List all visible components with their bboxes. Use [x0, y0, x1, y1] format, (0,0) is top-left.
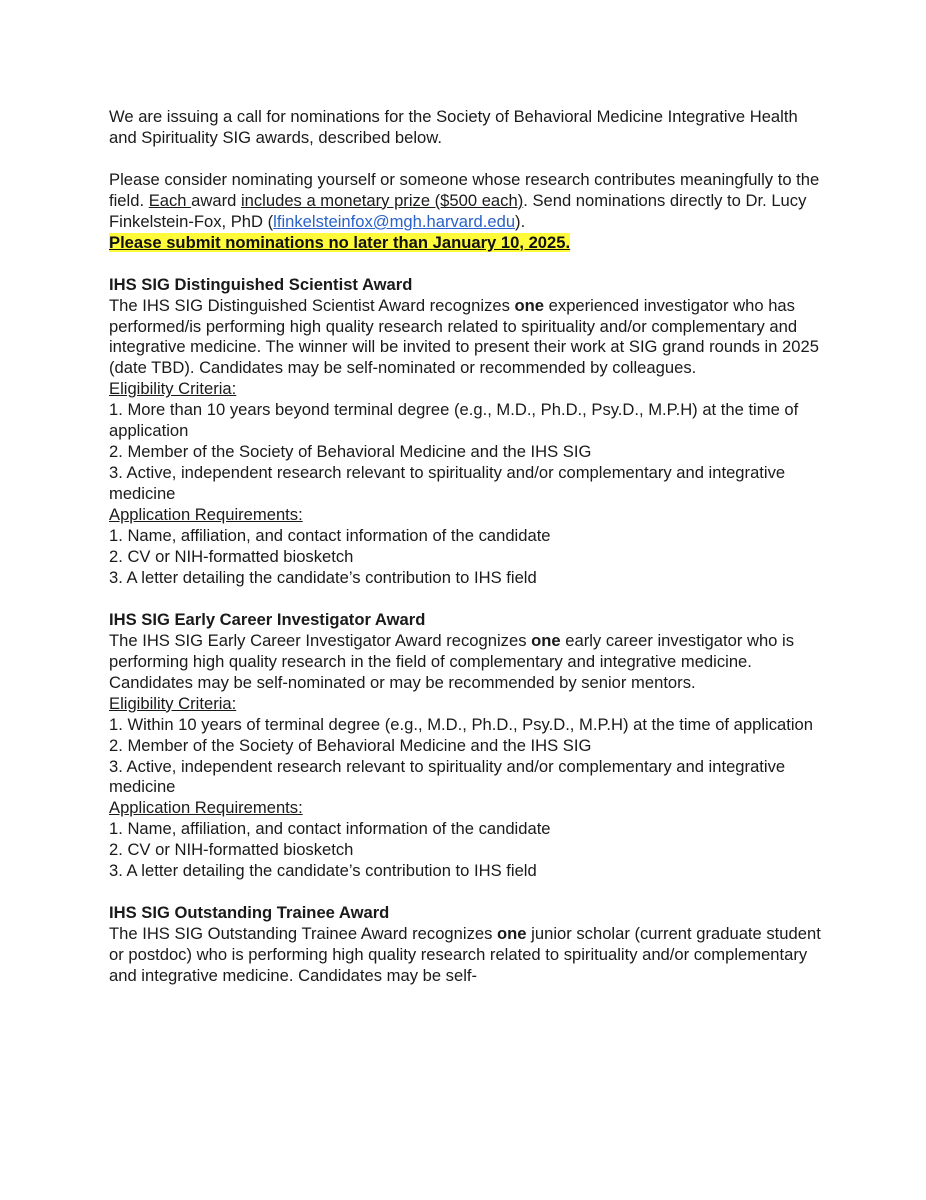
award-section-distinguished-scientist	[109, 275, 826, 589]
award-description: The IHS SIG Distinguished Scientist Award recognizes one experienced investigator who has performed/is performing high quality research related to spirituality and/or complementary and integrative medicine. The winner will be invited to present their work at SIG grand rounds in 2025 (date TBD). Candidates may be self-nominated or recommended by colleagues.	[109, 295, 819, 378]
eligibility-label: Eligibility Criteria:	[109, 693, 237, 713]
nomination-text: Please consider nominating yourself or someone whose research contributes meaningfully to the field.	[109, 169, 820, 210]
deadline-notice: Please submit nominations no later than January 10, 2025.	[109, 232, 571, 252]
award-text: award	[191, 190, 237, 210]
nomination-paragraph	[109, 170, 826, 254]
eligibility-label: Eligibility Criteria:	[109, 379, 237, 399]
award-title: IHS SIG Outstanding Trainee Award	[109, 903, 390, 923]
list-item: 2. CV or NIH-formatted biosketch	[109, 546, 354, 566]
list-item: 2. Member of the Society of Behavioral Medicine and the IHS SIG	[109, 735, 592, 755]
each-text: Each	[148, 190, 187, 210]
award-description: The IHS SIG Outstanding Trainee Award recognizes one junior scholar (current graduate student or postdoc) who is performing high quality research related to spirituality and/or complementary and integrative medicine. Candidates may be self-	[109, 924, 821, 986]
requirements-label: Application Requirements:	[109, 798, 303, 818]
award-section-early-career	[109, 610, 826, 882]
list-item: 1. Within 10 years of terminal degree (e.g., M.D., Ph.D., Psy.D., M.P.H) at the time of application	[109, 714, 813, 734]
award-title: IHS SIG Early Career Investigator Award	[109, 609, 426, 629]
intro-text: We are issuing a call for nominations for the Society of Behavioral Medicine Integrative Health and Spirituality SIG awards, described below.	[109, 107, 798, 147]
list-item: 3. Active, independent research relevant to spirituality and/or complementary and integrative medicine	[109, 463, 786, 504]
list-item: 3. A letter detailing the candidate’s contribution to IHS field	[109, 861, 537, 881]
list-item: 1. Name, affiliation, and contact information of the candidate	[109, 819, 551, 839]
prize-text: includes a monetary prize ($500 each)	[240, 190, 524, 210]
list-item: 2. Member of the Society of Behavioral Medicine and the IHS SIG	[109, 442, 592, 462]
award-description: The IHS SIG Early Career Investigator Award recognizes one early career investigator who is performing high quality research in the field of complementary and integrative medicine. Candidates may be self-nominated or may be recommended by senior mentors.	[109, 630, 794, 692]
award-section-outstanding-trainee	[109, 903, 826, 987]
award-title: IHS SIG Distinguished Scientist Award	[109, 274, 413, 294]
list-item: 3. Active, independent research relevant to spirituality and/or complementary and integrative medicine	[109, 756, 786, 797]
intro-paragraph	[109, 107, 826, 149]
closing-paren: ).	[515, 211, 526, 231]
requirements-label: Application Requirements:	[109, 505, 303, 525]
list-item: 1. Name, affiliation, and contact information of the candidate	[109, 526, 551, 546]
list-item: 3. A letter detailing the candidate’s contribution to IHS field	[109, 567, 537, 587]
email-link[interactable]: lfinkelsteinfox@mgh.harvard.edu	[273, 211, 516, 231]
list-item: 2. CV or NIH-formatted biosketch	[109, 840, 354, 860]
list-item: 1. More than 10 years beyond terminal degree (e.g., M.D., Ph.D., Psy.D., M.P.H) at the time of application	[109, 400, 799, 441]
send-text: . Send nominations directly to Dr. Lucy Finkelstein-Fox, PhD (	[109, 190, 807, 231]
